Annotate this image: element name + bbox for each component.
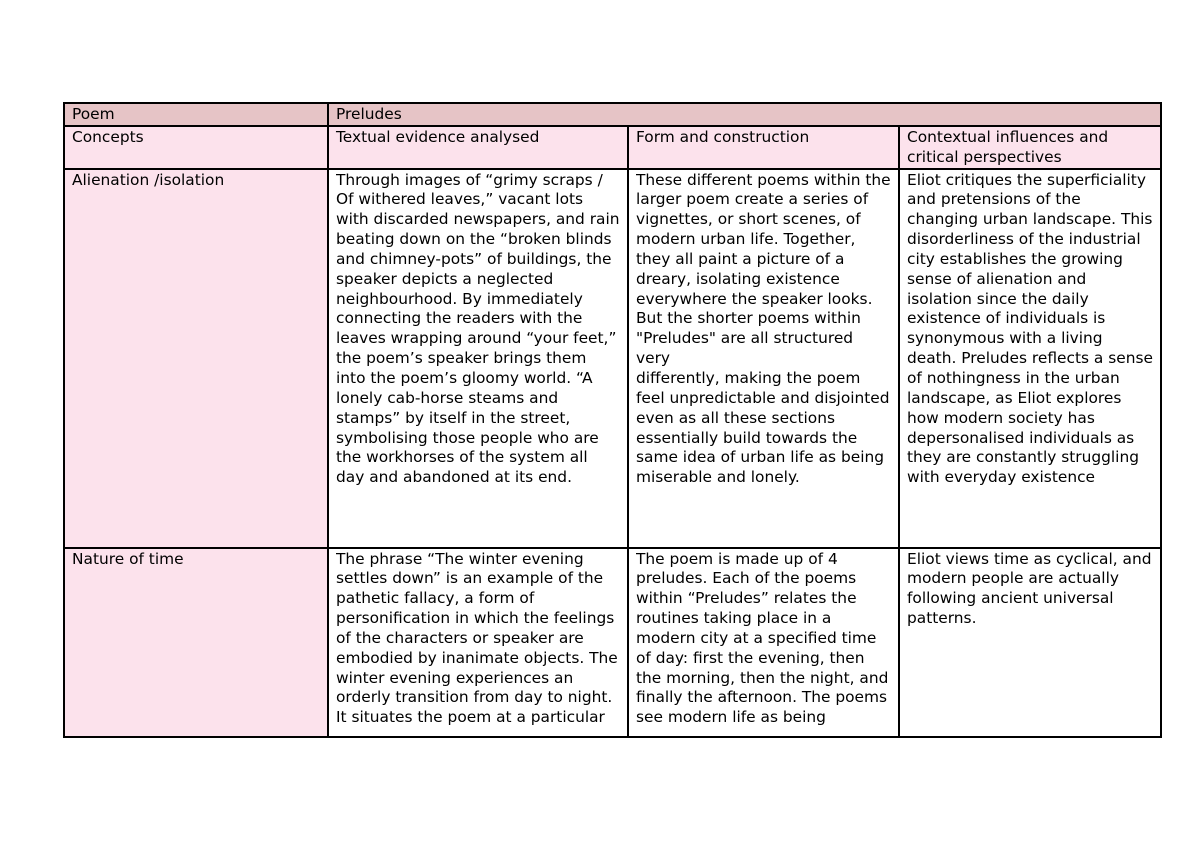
evidence-cell bbox=[328, 548, 628, 737]
evidence-text: Through images of “grimy scraps / Of withered leaves,” vacant lots with discarded newspapers, and rain beating down on the “broken blinds and chimney-pots” of buildings, the speaker depicts a neglected neighbourhood. By immediately connecting the readers with the leaves wrapping around “your feet,” the poem’s speaker brings them into the poem’s gloomy world. “A lonely cab-horse steams and stamps” by itself in the street, symbolising those people who are the workhorses of the system all day and abandoned at its end. bbox=[336, 170, 620, 487]
form-text: The poem is made up of 4 preludes. Each of the poems within “Preludes” relates the routines taking place in a modern city at a specified time of day: first the evening, then the morning, then the night, and finally the afternoon. The poems see modern life as being bbox=[636, 549, 889, 727]
table-row bbox=[64, 169, 1161, 548]
title-row bbox=[64, 103, 1161, 126]
form-cell bbox=[628, 169, 899, 548]
header-evidence bbox=[328, 126, 628, 169]
header-row bbox=[64, 126, 1161, 169]
header-evidence-text: Textual evidence analysed bbox=[336, 127, 540, 146]
context-text: Eliot views time as cyclical, and modern people are actually following ancient universal patterns. bbox=[907, 549, 1152, 628]
header-concepts bbox=[64, 126, 328, 169]
title-label-text: Poem bbox=[72, 105, 115, 123]
form-text: These different poems within the larger poem create a series of vignettes, or short scenes, of modern urban life. Together, they all paint a picture of a dreary, isolating existence everywhere the speaker looks. But the shorter poems within "Preludes" are all structured very differently, making the poem feel unpredictable and disjointed even as all these sections essentially build towards the same idea of urban life as being miserable and lonely. bbox=[636, 170, 891, 487]
title-row-label bbox=[64, 103, 328, 126]
poem-title-text: Preludes bbox=[336, 105, 402, 123]
header-context bbox=[899, 126, 1161, 169]
concept-text: Alienation /isolation bbox=[72, 170, 225, 189]
evidence-cell bbox=[328, 169, 628, 548]
poem-analysis-table bbox=[63, 102, 1162, 738]
header-concepts-text: Concepts bbox=[72, 127, 144, 146]
context-cell bbox=[899, 169, 1161, 548]
concept-cell bbox=[64, 169, 328, 548]
title-row-value bbox=[328, 103, 1161, 126]
form-cell bbox=[628, 548, 899, 737]
concept-text: Nature of time bbox=[72, 549, 184, 568]
evidence-text: The phrase “The winter evening settles down” is an example of the pathetic fallacy, a form of personification in which the feelings of the characters or speaker are embodied by inanimate objects. The winter evening experiences an orderly transition from day to night. It situates the poem at a particular bbox=[336, 549, 618, 727]
header-form-text: Form and construction bbox=[636, 127, 810, 146]
concept-cell bbox=[64, 548, 328, 737]
header-form bbox=[628, 126, 899, 169]
header-context-text: Contextual influences and critical perspectives bbox=[907, 127, 1109, 166]
context-cell bbox=[899, 548, 1161, 737]
context-text: Eliot critiques the superficiality and pretensions of the changing urban landscape. This disorderliness of the industrial city establishes the growing sense of alienation and isolation since the daily existence of individuals is synonymous with a living death. Preludes reflects a sense of nothingness in the urban landscape, as Eliot explores how modern society has depersonalised individuals as they are constantly struggling with everyday existence bbox=[907, 170, 1153, 487]
table-row bbox=[64, 548, 1161, 737]
